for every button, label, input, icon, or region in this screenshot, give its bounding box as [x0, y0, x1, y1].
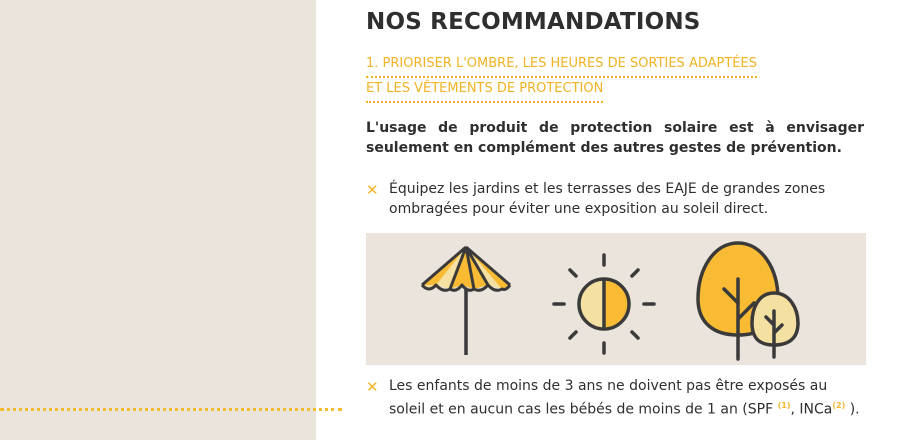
illustration-panel [366, 233, 866, 365]
page-title: NOS RECOMMANDATIONS [366, 9, 701, 35]
cross-bullet-icon: ✕ [366, 181, 379, 199]
recommendation-text-part: , INCa [790, 401, 833, 418]
recommendation-text: Équipez les jardins et les terrasses des EAJE de grandes zones ombragées pour éviter une exposition au soleil direct. [389, 181, 826, 217]
section-heading-line-1: 1. PRIORISER L'OMBRE, LES HEURES DE SORTIES ADAPTÉES [366, 56, 757, 78]
reference-inca: (2) [832, 401, 846, 410]
sun-icon [550, 249, 660, 359]
trees-icon [692, 239, 822, 365]
reference-spf: (1) [777, 401, 791, 410]
recommendation-text [389, 376, 866, 420]
side-panel [0, 0, 316, 440]
lead-paragraph: L'usage de produit de protection solaire est à envisager seulement en complément des autres gestes de prévention. [366, 120, 864, 156]
dotted-divider [0, 408, 342, 411]
recommendation-text-part: Les enfants de moins de 3 ans ne doivent pas être exposés au soleil et en aucun cas les bébés de moins de 1 an (SPF [389, 378, 828, 418]
cross-bullet-icon: ✕ [366, 378, 379, 396]
section-heading-line-2: ET LES VÊTEMENTS DE PROTECTION [366, 81, 603, 103]
recommendation-text-part: ). [845, 401, 860, 418]
parasol-icon [414, 245, 524, 355]
